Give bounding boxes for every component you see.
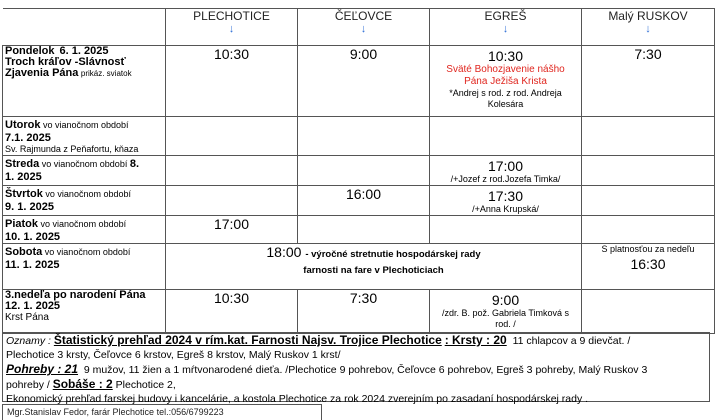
day-cell: [3, 186, 166, 216]
time-cell: 10:30: [166, 290, 298, 334]
table-row: [3, 216, 715, 244]
empty-cell: [430, 117, 582, 156]
empty-cell: [166, 186, 298, 216]
day-date: 10. 1. 2025: [5, 231, 61, 243]
down-arrow-icon: ↓: [360, 23, 367, 35]
validity-note: S platnosťou za nedeľu: [601, 244, 695, 254]
day-date-inline: 8.: [129, 158, 140, 170]
day-name: Sobota: [5, 246, 43, 258]
time-value: 16:30: [630, 256, 666, 272]
time-value: 9:00: [491, 292, 520, 308]
empty-cell: [298, 117, 430, 156]
table-row: [3, 46, 715, 117]
day-name: Piatok: [5, 218, 39, 230]
time-value: 17:30: [487, 188, 524, 204]
pohreby-end: pohreby /: [6, 379, 50, 391]
day-cell: [3, 290, 166, 334]
sobase-label: Sobáše : 2: [52, 377, 113, 391]
table-row: [3, 186, 715, 216]
feast-name: Krst Pána: [5, 312, 49, 323]
time-cell: 16:00: [298, 186, 430, 216]
time-cell: 9:00: [298, 46, 430, 117]
time-cell: 7:30: [298, 290, 430, 334]
event-text: - výročné stretnutie hospodárskej rady: [305, 249, 481, 260]
day-name: Pondelok: [5, 45, 55, 57]
stat-title: Štatistický prehľad 2024 v rím.kat. Farnosti Najsv. Trojice Plechotice: [53, 333, 442, 347]
pohreby-label: Pohreby : 21: [6, 362, 79, 376]
feast-line: Troch kráľov -Slávnosť: [5, 56, 126, 68]
event-text: farnosti na fare v Plechoticiach: [303, 265, 444, 276]
empty-cell: [582, 290, 715, 334]
feast-type: prikáz. sviatok: [80, 69, 132, 78]
col-header-celovce: ČEĽOVCE ↓: [298, 9, 430, 46]
header-corner: [3, 9, 166, 46]
empty-cell: [582, 117, 715, 156]
time-cell: 7:30: [582, 46, 715, 117]
sobase-line: [6, 377, 706, 392]
time-cell: 10:30: [166, 46, 298, 117]
day-suffix: vo vianočnom období: [44, 247, 131, 257]
down-arrow-icon: ↓: [228, 23, 235, 35]
empty-cell: [166, 156, 298, 186]
day-date: 11. 1. 2025: [5, 259, 60, 271]
day-date: 12. 1. 2025: [5, 300, 61, 312]
table-row: [3, 117, 715, 156]
feast-line: Zjavenia Pána: [5, 67, 79, 79]
day-suffix: vo vianočnom období: [40, 219, 127, 229]
egres-cell: [430, 290, 582, 334]
pohreby-line: [6, 362, 706, 377]
empty-cell: [298, 156, 430, 186]
day-suffix: vo vianočnom období: [45, 189, 131, 199]
stat-line: [6, 333, 706, 348]
time-value: 18:00: [266, 244, 302, 260]
day-cell: [3, 156, 166, 186]
down-arrow-icon: ↓: [502, 23, 509, 35]
day-date: 1. 2025: [5, 171, 42, 183]
egres-cell: [430, 186, 582, 216]
intention-note: *Andrej s rod. z rod. Andreja Kolesára: [449, 88, 562, 109]
day-name: Streda: [5, 158, 40, 170]
krsty-list: Plechotice 3 krsty, Čeľovce 6 krstov, Egreš 8 krstov, Malý Ruskov 1 krst/: [6, 349, 341, 361]
col-header-egres: EGREŠ ↓: [430, 9, 582, 46]
day-date: 9. 1. 2025: [5, 201, 54, 213]
empty-cell: [298, 216, 430, 244]
sobase-detail: Plechotice 2,: [115, 379, 176, 391]
col-header-plechotice: PLECHOTICE ↓: [166, 9, 298, 46]
day-name: Utorok: [5, 119, 41, 131]
header-row: [3, 9, 715, 46]
combined-cell: [166, 244, 582, 290]
day-cell: [3, 117, 166, 156]
schedule-table: [2, 8, 715, 334]
intention-note: /+Anna Krupská/: [472, 204, 539, 214]
ruskov-cell: [582, 244, 715, 290]
pastor-contact: Mgr.Stanislav Fedor, farár Plechotice tel.:056/6799223: [2, 404, 322, 420]
intention-note: /+Jozef z rod.Jozefa Timka/: [450, 174, 561, 184]
saint-name: Sv. Rajmunda z Peňafortu, kňaza: [5, 144, 139, 154]
day-date: 7.1. 2025: [5, 132, 51, 144]
krsty-label: : Krsty : 20: [444, 333, 507, 347]
empty-cell: [582, 156, 715, 186]
table-row: [3, 244, 715, 290]
empty-cell: [166, 117, 298, 156]
pohreby-detail: 9 mužov, 11 žien a 1 mŕtvonarodené dieťa. /Plechotice 9 pohrebov, Čeľovce 6 pohrebov, Egreš 3 pohreby, Malý Ruskov 3: [83, 364, 648, 376]
egres-cell: [430, 156, 582, 186]
empty-cell: [582, 216, 715, 244]
day-date: 6. 1. 2025: [59, 45, 109, 57]
intention-note: /zdr. B. pož. Gabriela Timková s rod. /: [441, 308, 570, 329]
day-cell: [3, 244, 166, 290]
day-cell: [3, 46, 166, 117]
announcements-box: [2, 332, 710, 405]
day-suffix: vo vianočnom období: [42, 120, 129, 130]
table-row: [3, 290, 715, 334]
egres-cell: [430, 46, 582, 117]
feast-red-text: Sväté Bohozjavenie nášho Pána Ježiša Krista: [446, 64, 565, 87]
table-row: [3, 156, 715, 186]
day-cell: [3, 216, 166, 244]
time-value: 10:30: [487, 48, 524, 64]
krsty-detail: 11 chlapcov a 9 dievčat. /: [512, 335, 631, 347]
economic-note: Ekonomický prehľad farskej budovy i kancelárie, a kostola Plechotice za rok 2024 zverejním po zasadaní hospodárskej rady .: [6, 393, 589, 405]
time-cell: 17:00: [166, 216, 298, 244]
day-suffix: vo vianočnom období: [41, 159, 128, 169]
empty-cell: [430, 216, 582, 244]
day-name: Štvrtok: [5, 188, 43, 200]
col-header-ruskov: Malý RUSKOV ↓: [582, 9, 715, 46]
empty-cell: [582, 186, 715, 216]
day-name: 3.nedeľa po narodení Pána: [5, 289, 146, 301]
down-arrow-icon: ↓: [645, 23, 651, 35]
time-value: 17:00: [487, 158, 524, 174]
announcements-label: Oznamy :: [6, 335, 51, 347]
